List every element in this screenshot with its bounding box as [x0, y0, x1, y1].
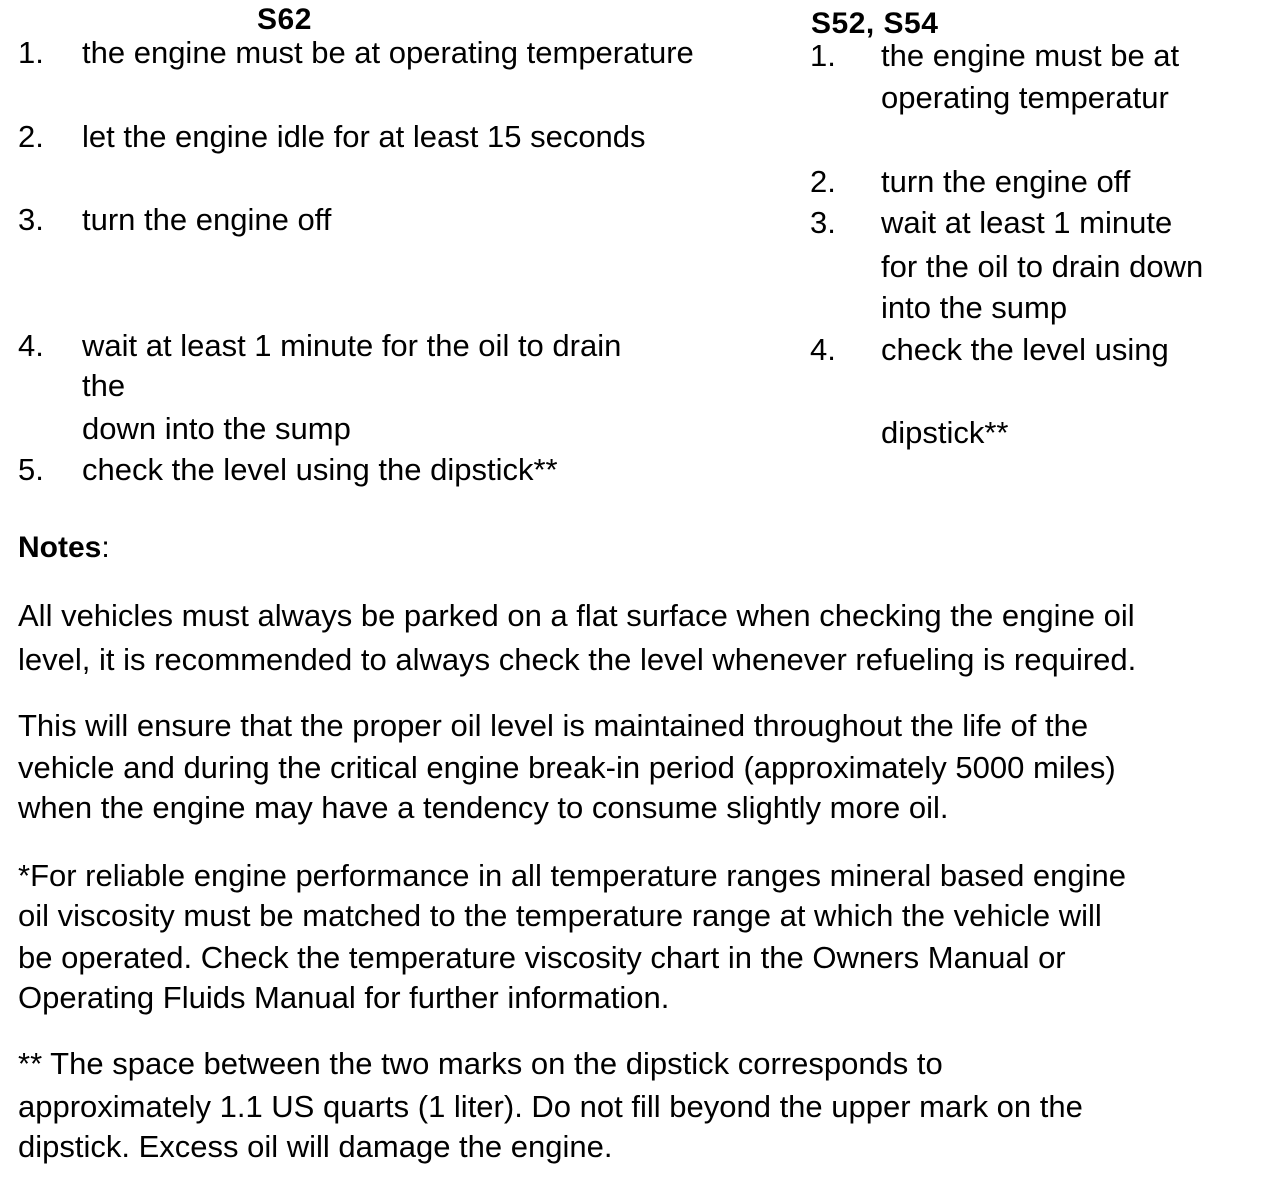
notes-p4-line-1: ** The space between the two marks on the dipstick corresponds to — [18, 1046, 943, 1081]
s52-step-3-line-3: into the sump — [881, 290, 1068, 325]
s52-step-4-line-2: dipstick** — [881, 415, 1009, 450]
s52-step-3-line-1: wait at least 1 minute — [881, 205, 1173, 240]
s52-step-1-line-2: operating temperatur — [881, 80, 1169, 115]
notes-heading-colon: : — [101, 531, 110, 564]
s52-heading: S52, S54 — [811, 7, 939, 40]
s62-step-1-number: 1. — [18, 35, 44, 70]
notes-p3-line-2: oil viscosity must be matched to the temperature range at which the vehicle will — [18, 898, 1102, 933]
notes-p4-line-3: dipstick. Excess oil will damage the engine. — [18, 1129, 613, 1164]
s62-step-3-number: 3. — [18, 202, 44, 237]
s62-step-4-number: 4. — [18, 328, 44, 363]
notes-heading-label: Notes — [18, 531, 102, 564]
notes-p2-line-2: vehicle and during the critical engine break-in period (approximately 5000 miles) — [18, 750, 1116, 785]
s52-step-2-number: 2. — [810, 164, 836, 199]
s62-step-3-text: turn the engine off — [82, 202, 332, 237]
notes-p3-line-4: Operating Fluids Manual for further information. — [18, 980, 670, 1015]
s52-step-4-number: 4. — [810, 332, 836, 367]
s62-step-2-text: let the engine idle for at least 15 seconds — [82, 119, 646, 154]
s62-step-4-line-2: the — [82, 368, 126, 403]
s52-step-1-line-1: the engine must be at — [881, 38, 1180, 73]
s62-step-2-number: 2. — [18, 119, 44, 154]
s62-step-1-text: the engine must be at operating temperature — [82, 35, 694, 70]
notes-heading — [18, 531, 110, 565]
s52-step-4-line-1: check the level using — [881, 332, 1169, 367]
s62-step-5-text: check the level using the dipstick** — [82, 452, 558, 487]
s52-step-1-number: 1. — [810, 38, 836, 73]
notes-p2-line-3: when the engine may have a tendency to consume slightly more oil. — [18, 790, 949, 825]
notes-p3-line-1: *For reliable engine performance in all temperature ranges mineral based engine — [18, 858, 1127, 893]
s52-step-3-line-2: for the oil to drain down — [881, 249, 1204, 284]
s52-step-3-number: 3. — [810, 205, 836, 240]
s52-step-2-text: turn the engine off — [881, 164, 1131, 199]
s62-step-4-line-3: down into the sump — [82, 411, 351, 446]
s62-step-5-number: 5. — [18, 452, 44, 487]
s62-step-4-line-1: wait at least 1 minute for the oil to drain — [82, 328, 622, 363]
s62-heading: S62 — [257, 3, 312, 36]
notes-p3-line-3: be operated. Check the temperature viscosity chart in the Owners Manual or — [18, 940, 1066, 975]
notes-p1-line-2: level, it is recommended to always check the level whenever refueling is required. — [18, 642, 1137, 677]
notes-p4-line-2: approximately 1.1 US quarts (1 liter). Do not fill beyond the upper mark on the — [18, 1089, 1083, 1124]
notes-p2-line-1: This will ensure that the proper oil level is maintained throughout the life of the — [18, 708, 1089, 743]
notes-p1-line-1: All vehicles must always be parked on a flat surface when checking the engine oil — [18, 598, 1135, 633]
